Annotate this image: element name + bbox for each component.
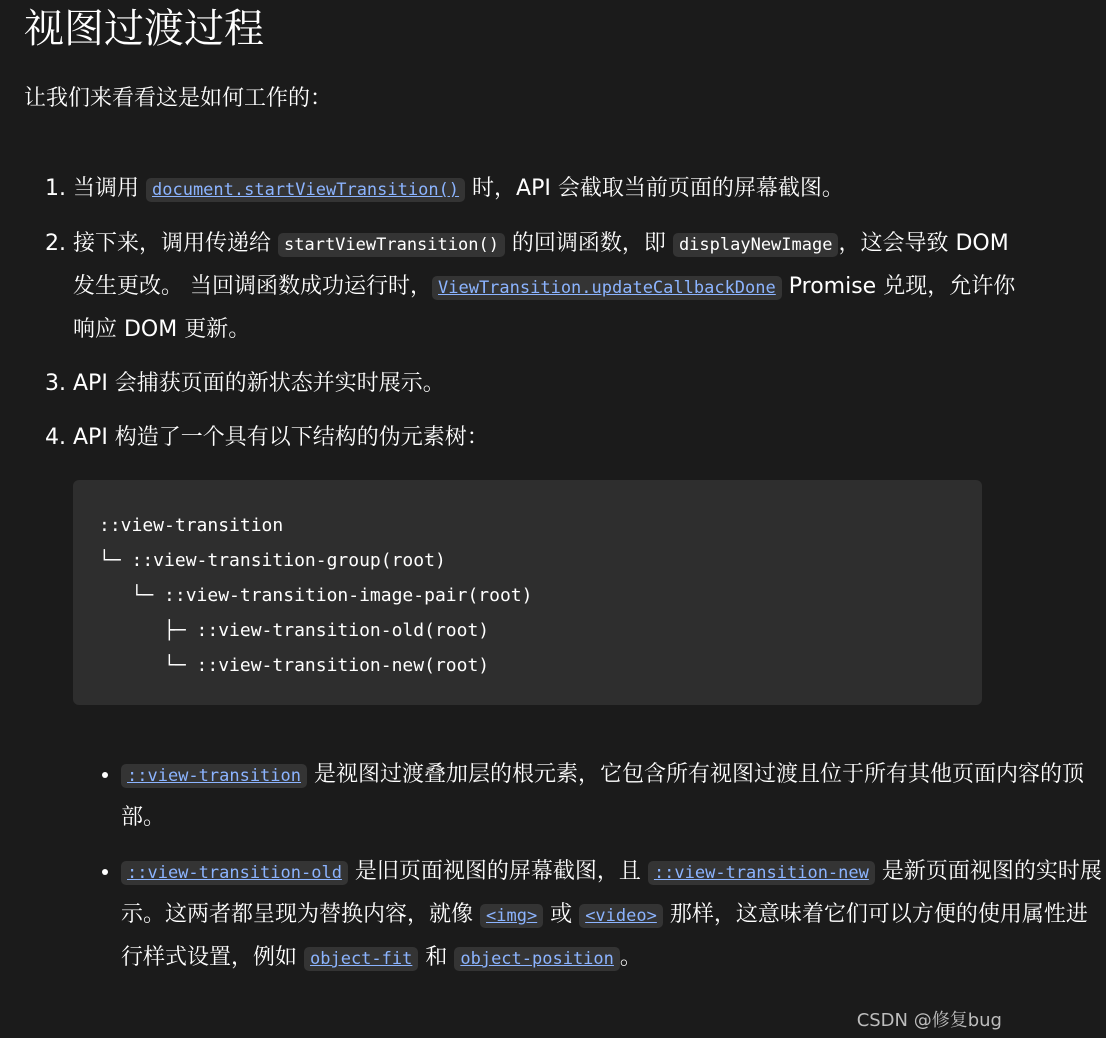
csdn-watermark: CSDN @修复bug: [856, 1010, 1002, 1031]
object-fit-link[interactable]: object-fit: [304, 947, 418, 971]
step-text: API 构造了一个具有以下结构的伪元素树：: [73, 425, 489, 450]
view-transition-new-link[interactable]: ::view-transition-new: [648, 861, 875, 885]
view-transition-link[interactable]: ::view-transition: [121, 764, 307, 788]
bullet-text: 那样，这意味着它们可以方便的使用属性进行样式设置，例如: [121, 902, 1088, 970]
bullet-text: 和: [418, 945, 455, 970]
tree-line: ::view-transition: [99, 515, 284, 536]
bullet-text: 是新页面视图的实时展示。这两者都呈现为替换内容，就像: [121, 859, 1102, 927]
update-callback-done-link[interactable]: ViewTransition.updateCallbackDone: [432, 276, 782, 300]
step-item: [73, 168, 1033, 211]
step-item: [73, 363, 1033, 405]
step-text: ，这会导致 DOM 发生更改。 当回调函数成功运行时，: [73, 231, 1009, 299]
bullet-text: 是旧页面视图的屏幕截图，且: [347, 859, 648, 884]
step-item: [73, 223, 1033, 351]
tree-line: └─ ::view-transition-image-pair(root): [99, 585, 533, 606]
step-text: 当调用: [73, 176, 146, 201]
img-element-link[interactable]: <img>: [480, 904, 543, 928]
tree-line: ├─ ::view-transition-old(root): [99, 620, 490, 641]
view-transition-old-link[interactable]: ::view-transition-old: [121, 861, 348, 885]
step-text: Promise 兑现，允许你响应 DOM 更新。: [73, 274, 1016, 342]
bullet-text: 是视图过渡叠加层的根元素，它包含所有视图过渡且位于所有其他页面内容的顶部。: [121, 762, 1084, 830]
object-position-link[interactable]: object-position: [454, 947, 620, 971]
intro-text: 让我们来看看这是如何工作的：: [24, 86, 333, 111]
inline-code: startViewTransition(): [278, 233, 505, 257]
video-element-link[interactable]: <video>: [579, 904, 663, 928]
pseudo-element-descriptions: [0, 754, 1106, 992]
step-item: [73, 417, 1033, 459]
step-text: API 会捕获页面的新状态并实时展示。: [73, 371, 445, 396]
bullet-item: [121, 851, 1106, 980]
steps-list: [0, 168, 1033, 471]
bullet-item: [121, 754, 1106, 839]
inline-code: displayNewImage: [673, 233, 839, 257]
step-text: 接下来，调用传递给: [73, 231, 278, 256]
bullet-text: 。: [619, 945, 642, 970]
tree-line: └─ ::view-transition-new(root): [99, 655, 490, 676]
tree-line: └─ ::view-transition-group(root): [99, 550, 446, 571]
page-title: 视图过渡过程: [24, 6, 264, 52]
step-text: 的回调函数，即: [504, 231, 673, 256]
document-start-view-transition-link[interactable]: document.startViewTransition(): [146, 178, 465, 202]
step-text: 时，API 会截取当前页面的屏幕截图。: [465, 176, 844, 201]
bullet-text: 或: [543, 902, 580, 927]
pseudo-element-tree-code-block: [73, 480, 982, 705]
